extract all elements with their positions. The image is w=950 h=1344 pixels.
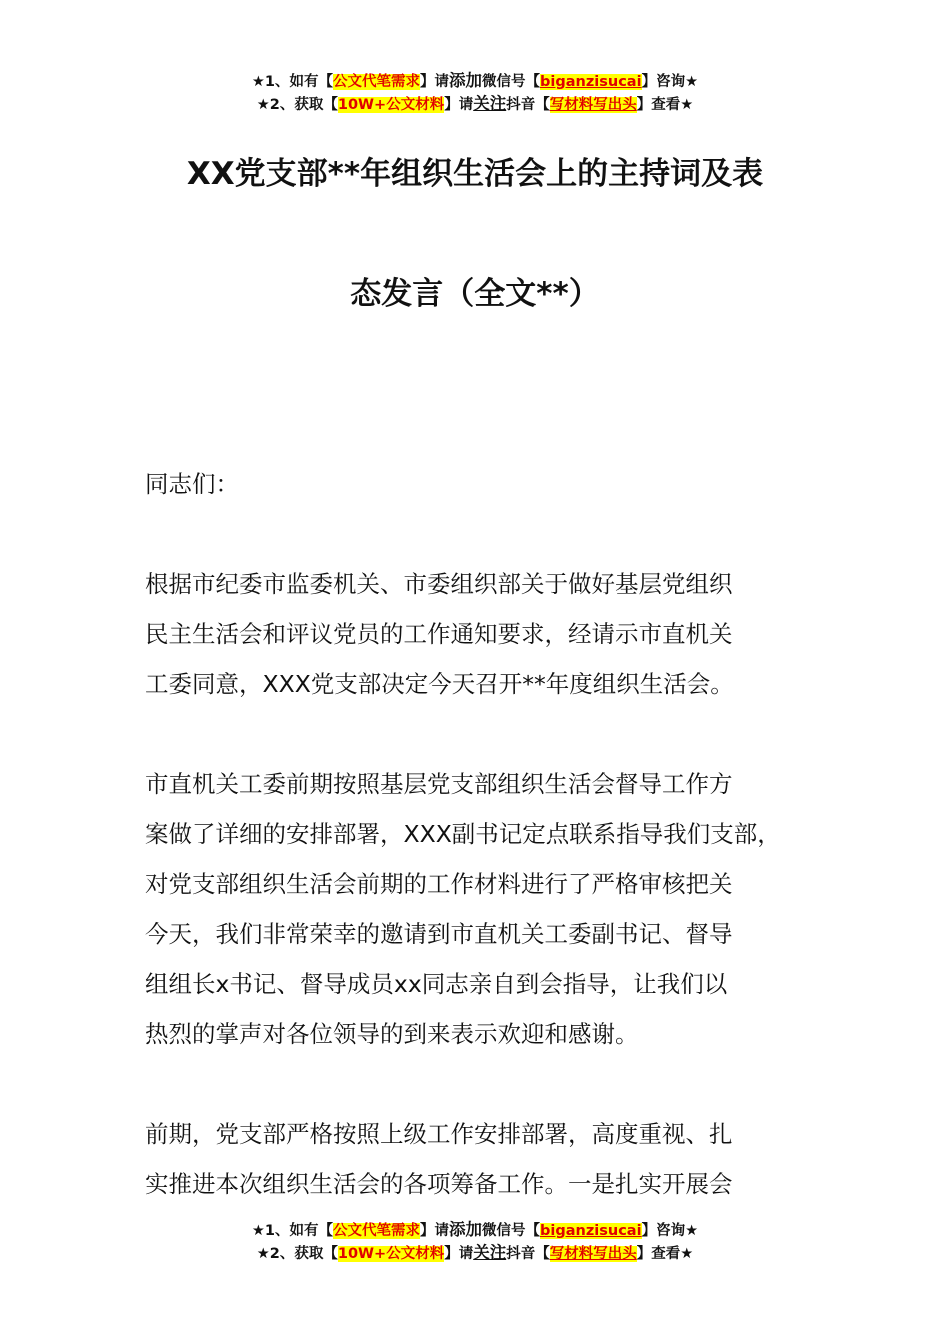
paragraph-gap (145, 519, 835, 569)
banner-text: 】请 (420, 74, 450, 90)
banner-text: ★2、获取【 (256, 1246, 338, 1262)
banner-text: 微信号【 (482, 74, 541, 90)
banner-emphasis: 添加 (449, 1220, 483, 1239)
body-text-line: 今天，我们非常荣幸的邀请到市直机关工委副书记、督导 (145, 920, 733, 948)
banner-text: ★1、如有【 (251, 1223, 334, 1239)
body-text-line: 前期，党支部严格按照上级工作安排部署，高度重视、扎 (145, 1120, 733, 1148)
douyin-id-link[interactable]: 写材料写出头 (549, 97, 637, 113)
banner-highlight: 公文代笔需求 (333, 74, 421, 90)
banner-line-1 (0, 1219, 950, 1242)
banner-text: 】咨询★ (641, 1223, 699, 1239)
body-text-line: 工委同意，XXX党支部决定今天召开**年度组织生活会。 (145, 670, 734, 698)
banner-line-1 (0, 70, 950, 93)
wechat-id-link[interactable]: biganzisucai (540, 1223, 642, 1239)
banner-highlight: 公文代笔需求 (333, 1223, 421, 1239)
banner-highlight: 10W+公文材料 (337, 97, 445, 113)
banner-text: 抖音【 (506, 97, 550, 113)
document-title-line-1: XX党支部**年组织生活会上的主持词及表 (186, 156, 764, 192)
banner-text: 】请 (444, 97, 474, 113)
banner-text: 抖音【 (506, 1246, 550, 1262)
banner-text: 】请 (420, 1223, 450, 1239)
body-text-line: 案做了详细的安排部署，XXX副书记定点联系指导我们支部， (145, 820, 781, 848)
body-text-line: 组组长x书记、督导成员xx同志亲自到会指导，让我们以 (145, 970, 728, 998)
banner-highlight: 10W+公文材料 (337, 1246, 445, 1262)
banner-text: 】请 (444, 1246, 474, 1262)
body-text-line: 对党支部组织生活会前期的工作材料进行了严格审核把关 (145, 870, 733, 898)
body-text-line: 市直机关工委前期按照基层党支部组织生活会督导工作方 (145, 770, 733, 798)
banner-emphasis: 关注 (473, 94, 507, 113)
body-text-line: 热烈的掌声对各位领导的到来表示欢迎和感谢。 (145, 1020, 639, 1048)
banner-text: 】咨询★ (641, 74, 699, 90)
banner-emphasis: 添加 (449, 71, 483, 90)
body-text-line: 同志们： (145, 470, 239, 498)
document-body (145, 469, 835, 1219)
wechat-id-link[interactable]: biganzisucai (540, 74, 642, 90)
douyin-id-link[interactable]: 写材料写出头 (549, 1246, 637, 1262)
banner-emphasis: 关注 (473, 1243, 507, 1262)
banner-text: ★2、获取【 (256, 97, 338, 113)
body-text-line: 民主生活会和评议党员的工作通知要求，经请示市直机关 (145, 620, 733, 648)
banner-text: 】查看★ (636, 97, 694, 113)
banner-text: ★1、如有【 (251, 74, 334, 90)
paragraph-gap (145, 719, 835, 769)
document-title-line-2: 态发言（全文**） (350, 276, 600, 312)
body-text-line: 根据市纪委市监委机关、市委组织部关于做好基层党组织 (145, 570, 733, 598)
banner-text: 】查看★ (636, 1246, 694, 1262)
banner-line-2 (0, 1242, 950, 1265)
banner-text: 微信号【 (482, 1223, 541, 1239)
banner-line-2 (0, 93, 950, 116)
paragraph-gap (145, 1069, 835, 1119)
body-text-line: 实推进本次组织生活会的各项筹备工作。一是扎实开展会 (145, 1170, 733, 1198)
footer-banner (0, 1219, 950, 1265)
header-banner (0, 70, 950, 116)
